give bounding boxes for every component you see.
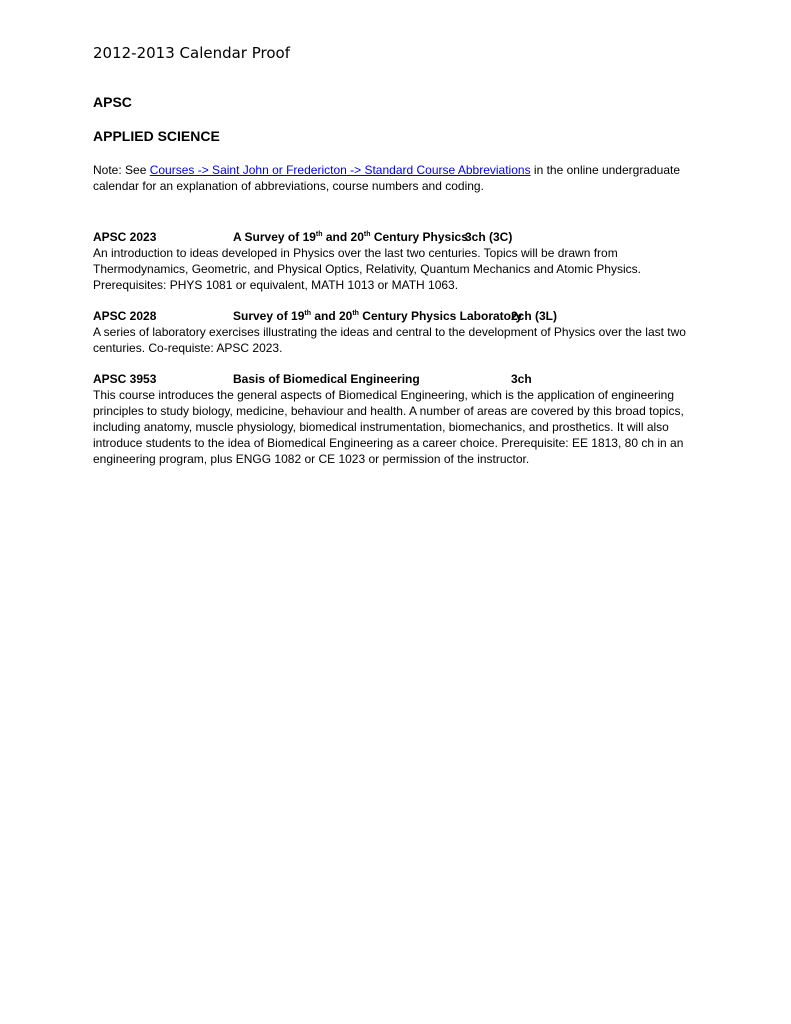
note-prefix: Note: See xyxy=(93,163,150,177)
course-title: A Survey of 19th and 20th Century Physics xyxy=(233,230,468,244)
subject-name-heading: APPLIED SCIENCE xyxy=(93,128,220,144)
course-apsc-3953 xyxy=(93,371,693,467)
course-description: A series of laboratory exercises illustrating the ideas and central to the development of Physics over the last two centuries. Co-requiste: APSC 2023. xyxy=(93,325,686,355)
course-apsc-2028 xyxy=(93,308,693,356)
course-credit-hours: 2ch (3L) xyxy=(511,309,558,323)
course-description: An introduction to ideas developed in Physics over the last two centuries. Topics will be drawn from Thermodynamics, Geometric, and Physical Optics, Relativity, Quantum Mechanics and Atomic Physics. Prerequisites: PHYS 1081 or equivalent, MATH 1013 or MATH 1063. xyxy=(93,246,641,292)
course-credit-hours: 3ch (3C) xyxy=(465,230,513,244)
abbreviations-note xyxy=(93,162,693,194)
course-heading xyxy=(93,229,693,245)
course-title: Survey of 19th and 20th Century Physics Laboratory xyxy=(233,309,523,323)
course-code: APSC 2028 xyxy=(93,309,157,323)
course-description: This course introduces the general aspects of Biomedical Engineering, which is the application of engineering principles to study biology, medicine, behaviour and health. A number of areas are covered by this broad topics, including anatomy, muscle physiology, biomedical instrumentation, biomechanics, and prosthetics. It will also introduce students to the idea of Biomedical Engineering as a career choice. Prerequisite: EE 1813, 80 ch in an engineering program, plus ENGG 1082 or CE 1023 or permission of the instructor. xyxy=(93,388,684,466)
subject-code-heading: APSC xyxy=(93,94,132,110)
course-code: APSC 2023 xyxy=(93,230,157,244)
course-heading xyxy=(93,371,693,387)
course-title: Basis of Biomedical Engineering xyxy=(233,372,420,386)
abbreviations-link[interactable]: Courses -> Saint John or Fredericton -> Standard Course Abbreviations xyxy=(149,163,531,177)
course-credit-hours: 3ch xyxy=(511,372,532,386)
course-heading xyxy=(93,308,693,324)
proof-title: 2012-2013 Calendar Proof xyxy=(93,44,290,62)
course-apsc-2023 xyxy=(93,229,693,293)
course-code: APSC 3953 xyxy=(93,372,157,386)
note-suffix: in the online undergraduate calendar for an explanation of abbreviations, course numbers and coding. xyxy=(93,163,681,193)
